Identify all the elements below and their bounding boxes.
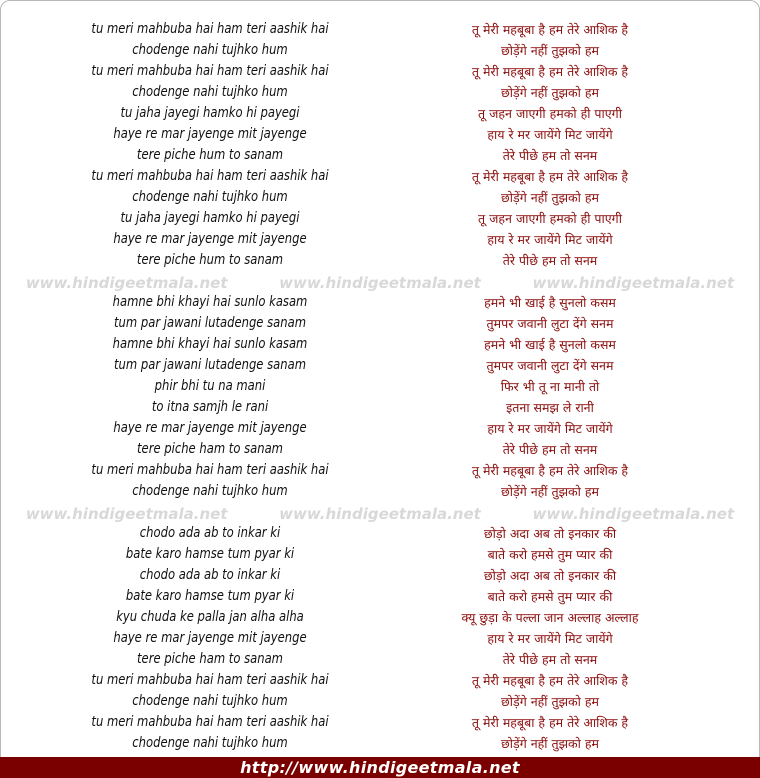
lyric-line-roman: chodenge nahi tujhko hum: [132, 189, 288, 205]
lyric-line-roman: tu meri mahbuba hai ham teri aashik hai: [91, 672, 329, 688]
lyric-line-roman: hamne bhi khayi hai sunlo kasam: [112, 336, 308, 352]
lyric-line-roman: tu jaha jayegi hamko hi payegi: [120, 105, 300, 121]
watermark-text: www.hindigeetmala.net: [532, 273, 735, 292]
lyric-line-roman: kyu chuda ke palla jan alha alha: [116, 609, 304, 625]
lyric-line-devanagari: छोड़ेंगे नहीं तुझको हम: [501, 694, 599, 709]
lyric-line-devanagari: तुमपर जवानी लुटा देंगे सनम: [486, 316, 614, 331]
lyric-line-roman: tere piche ham to sanam: [137, 651, 283, 667]
lyric-line-devanagari: तू मेरी महबूबा है हम तेरे आशिक है: [471, 22, 629, 37]
lyric-line-devanagari: हाय रे मर जायेंगे मिट जायेंगे: [487, 232, 613, 247]
lyric-line-roman: haye re mar jayenge mit jayenge: [113, 126, 307, 142]
stanza-gap: [25, 502, 395, 523]
lyric-line-devanagari: तेरे पीछे हम तो सनम: [502, 148, 598, 163]
lyric-line-devanagari: तू मेरी महबूबा है हम तेरे आशिक है: [471, 169, 629, 184]
lyrics-roman-column: [25, 19, 395, 754]
lyric-line-roman: tere piche hum to sanam: [136, 147, 284, 163]
lyric-line-roman: tu meri mahbuba hai ham teri aashik hai: [91, 714, 329, 730]
lyric-line-roman: chodenge nahi tujhko hum: [132, 84, 288, 100]
lyric-line-roman: haye re mar jayenge mit jayenge: [113, 231, 307, 247]
lyric-line-devanagari: हाय रे मर जायेंगे मिट जायेंगे: [487, 127, 613, 142]
lyrics-devanagari-column: [365, 19, 735, 754]
lyric-line-devanagari: छोड़ेंगे नहीं तुझको हम: [501, 484, 599, 499]
lyric-line-devanagari: बाते करो हमसे तुम प्यार की: [487, 547, 613, 562]
lyric-line-devanagari: छोड़ेंगे नहीं तुझको हम: [501, 190, 599, 205]
watermark-text: www.hindigeetmala.net: [279, 273, 481, 292]
lyric-line-roman: chodenge nahi tujhko hum: [132, 693, 288, 709]
watermark-text: www.hindigeetmala.net: [25, 273, 228, 292]
lyric-line-roman: bate karo hamse tum pyar ki: [125, 546, 295, 562]
lyric-line-roman: hamne bhi khayi hai sunlo kasam: [112, 294, 308, 310]
lyric-line-devanagari: छोड़ेंगे नहीं तुझको हम: [501, 736, 599, 751]
lyric-line-devanagari: छोड़ो अदा अब तो इनकार की: [483, 526, 617, 541]
lyric-line-roman: chodenge nahi tujhko hum: [132, 735, 288, 751]
lyric-line-devanagari: बाते करो हमसे तुम प्यार की: [487, 589, 613, 604]
stanza-gap: [365, 502, 735, 523]
watermark-text: www.hindigeetmala.net: [279, 504, 481, 523]
lyric-line-devanagari: क्यू छुड़ा के पल्ला जान अल्लाह अल्लाह: [461, 610, 639, 625]
lyric-line-devanagari: इतना समझ ले रानी: [506, 400, 594, 415]
lyric-line-roman: tere piche hum to sanam: [136, 252, 284, 268]
lyric-line-roman: haye re mar jayenge mit jayenge: [113, 630, 307, 646]
lyric-line-devanagari: तेरे पीछे हम तो सनम: [502, 253, 598, 268]
lyric-line-devanagari: हाय रे मर जायेंगे मिट जायेंगे: [487, 421, 613, 436]
lyric-line-roman: tu meri mahbuba hai ham teri aashik hai: [91, 168, 329, 184]
lyric-line-roman: chodo ada ab to inkar ki: [139, 567, 281, 583]
lyric-line-roman: chodenge nahi tujhko hum: [132, 483, 288, 499]
lyric-line-devanagari: छोड़ेंगे नहीं तुझको हम: [501, 43, 599, 58]
lyric-line-devanagari: तू मेरी महबूबा है हम तेरे आशिक है: [471, 64, 629, 79]
lyric-line-devanagari: तू जहन जाएगी हमको ही पाएगी: [478, 106, 622, 121]
lyric-line-roman: phir bhi tu na mani: [154, 378, 266, 394]
lyric-line-roman: chodenge nahi tujhko hum: [132, 42, 288, 58]
lyric-line-roman: chodo ada ab to inkar ki: [139, 525, 281, 541]
lyric-line-roman: to itna samjh le rani: [151, 399, 269, 415]
lyric-line-roman: tu jaha jayegi hamko hi payegi: [120, 210, 300, 226]
lyric-line-devanagari: छोड़ेंगे नहीं तुझको हम: [501, 85, 599, 100]
lyric-line-devanagari: तू मेरी महबूबा है हम तेरे आशिक है: [471, 463, 629, 478]
stanza-gap: [25, 271, 395, 292]
lyric-line-roman: tum par jawani lutadenge sanam: [114, 357, 306, 373]
lyric-line-roman: tu meri mahbuba hai ham teri aashik hai: [91, 21, 329, 37]
lyric-line-devanagari: हाय रे मर जायेंगे मिट जायेंगे: [487, 631, 613, 646]
lyric-line-roman: tu meri mahbuba hai ham teri aashik hai: [91, 63, 329, 79]
watermark-text: www.hindigeetmala.net: [25, 504, 228, 523]
lyric-line-devanagari: हमने भी खाई है सुनलो कसम: [484, 295, 616, 310]
lyric-line-roman: bate karo hamse tum pyar ki: [125, 588, 295, 604]
lyric-line-devanagari: तू मेरी महबूबा है हम तेरे आशिक है: [471, 715, 629, 730]
lyric-line-roman: haye re mar jayenge mit jayenge: [113, 420, 307, 436]
lyric-line-devanagari: हमने भी खाई है सुनलो कसम: [484, 337, 616, 352]
footer-url-link[interactable]: http://www.hindigeetmala.net: [240, 758, 520, 777]
lyric-line-devanagari: तेरे पीछे हम तो सनम: [502, 652, 598, 667]
stanza-gap: [365, 271, 735, 292]
lyric-line-roman: tum par jawani lutadenge sanam: [114, 315, 306, 331]
lyric-line-devanagari: तू जहन जाएगी हमको ही पाएगी: [478, 211, 622, 226]
lyric-line-devanagari: तुमपर जवानी लुटा देंगे सनम: [486, 358, 614, 373]
footer-bar: [0, 757, 760, 778]
lyric-line-roman: tere piche ham to sanam: [137, 441, 283, 457]
lyric-line-devanagari: फिर भी तू ना मानी तो: [500, 379, 600, 394]
lyric-line-devanagari: तेरे पीछे हम तो सनम: [502, 442, 598, 457]
watermark-text: www.hindigeetmala.net: [532, 504, 735, 523]
lyric-line-devanagari: छोड़ो अदा अब तो इनकार की: [483, 568, 617, 583]
lyric-line-roman: tu meri mahbuba hai ham teri aashik hai: [91, 462, 329, 478]
lyric-line-devanagari: तू मेरी महबूबा है हम तेरे आशिक है: [471, 673, 629, 688]
